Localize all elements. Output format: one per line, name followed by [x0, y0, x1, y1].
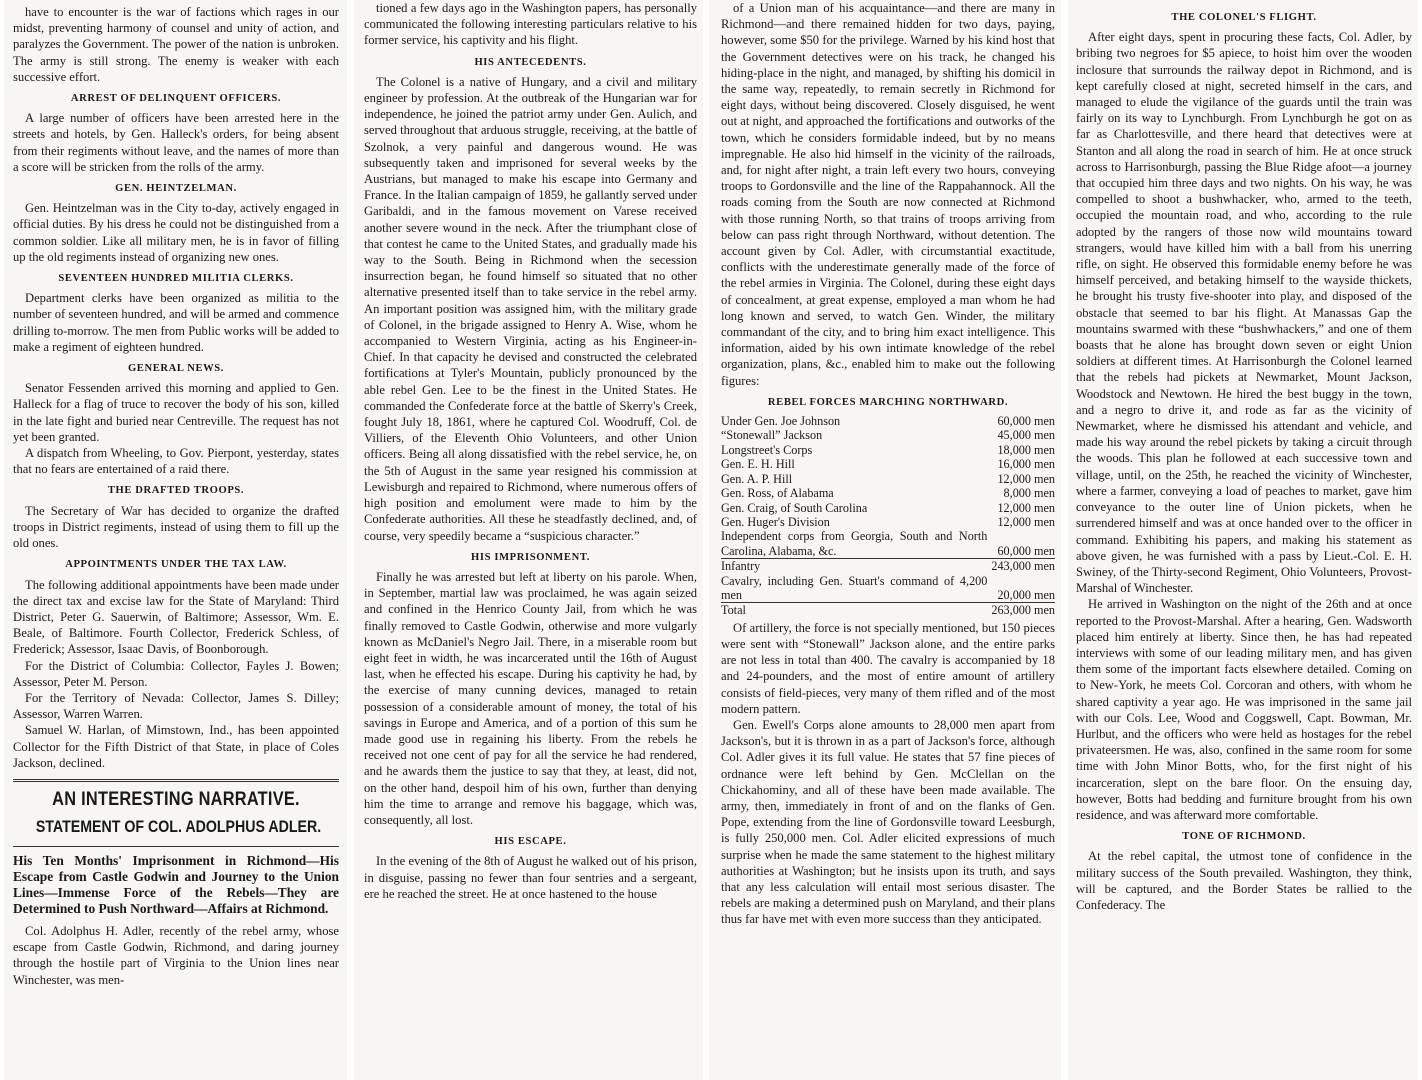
section-heading: THE COLONEL'S FLIGHT.	[1171, 12, 1317, 23]
narrative-header	[13, 779, 339, 847]
forces-row	[721, 414, 1055, 428]
forces-value: 45,000 men	[997, 428, 1055, 443]
article-paragraph: At the rebel capital, the utmost tone of confidence in the military success of the South prevailed. Washington, they think, will be captured, and the Border States be rallied to the Confederacy. The	[1076, 849, 1412, 912]
forces-row	[721, 515, 1055, 529]
column-3	[709, 0, 1061, 1080]
forces-label: Infantry	[721, 559, 987, 574]
forces-row	[721, 472, 1055, 486]
forces-label: Under Gen. Joe Johnson	[721, 414, 841, 429]
article-paragraph: Samuel W. Harlan, of Mimstown, Ind., has been appointed Collector for the Fifth District of that State, in place of Coles Jackson, declined.	[13, 723, 339, 770]
article-paragraph: Of artillery, the force is not specially mentioned, but 150 pieces were sent with “Stonewall” Jackson alone, and the entire parks are not less in total than 400. The cavalry is accompanied by 18 and 24-pounders, and the most of entire amount of artillery consists of field-pieces, very many of them rifled and of the most modern pattern.	[721, 620, 1055, 716]
section-heading: THE DRAFTED TROOPS.	[107, 485, 245, 497]
article-paragraph: After eight days, spent in procuring these facts, Col. Adler, by bribing two negroes for $5 apiece, to hoist him over the wooden inclosure that surrounds the railway depot in Richmond, and is kept carefully closed at night, secreted himself in the cars, and managed to elude the vigilance of the guards until the train was fairly on its way to Lynchburgh. From Lynchburgh he got on as far as Charlottesville, and there heard that detectives were at Stanton and all along the road in search of him. He at once struck across to Harrisonburgh, passing the Blue Ridge afoot—a journey that occupied him three days and two nights. On his way, he was compelled to shoot a bushwhacker, who, armed to the teeth, occupied the mountain road, and who, according to the rule adopted by the rangers of those now wild mountains toward strangers, would have killed him with a ball from his unerring rifle, on sight. He observed this formidable enemy before he was himself perceived, and betaking himself to the wayside thickets, he brought his trusty five-shooter into play, and disposed of the obstacle that seemed to bar his flight. At Manassas Gap the mountains swarmed with these “bushwhackers,” and one of them boasts that he alone has brought down seven or eight Union soldiers at different times. At Harrisonburgh the Colonel learned that the rebels had pickets at Newmarket, Mount Jackson, Woodstock and Newtown. He hired the best buggy in the town, and a negro to drive it, and rode as far as the vicinity of Newmarket, where he dismissed his attendant and vehicle, and made his way around the rebel pickets by taking a circuit through the woods. This plan he followed at each successive town and village, until, on the 25th, he reached the vicinity of Winchester, where a farmer, conveying a load of peaches to market, gave him conveyance to the outer line of Union pickets, when he surrendered himself and was at once handed over to the officer in command. Exhibiting his papers, and making his statement as above given, he was furnished with a pass by Lieut.-Col. E. H. Swiney, of the Thirty-second Regiment, Ohio Volunteers, Provost-Marshal of Winchester.	[1076, 30, 1412, 596]
article-paragraph: Gen. Ewell's Corps alone amounts to 28,000 men apart from Jackson's, but it is thrown in as a part of Jackson's force, although Col. Adler gives it its full value. He states that 57 fine pieces of ordnance were left behind by Gen. McClellan on the Chickahominy, and all of these have been made available. The army, then, immediately in front of and on the flanks of Gen. Pope, extending from the line of Gordonsville toward Leesburgh, is fully 250,000 men. Col. Adler elicited expressions of much surprise when he made the same statement to the highest military authorities at Washington; but he insists upon its truth, and says that any less calculation will entail most serious disaster. The rebels are making a determined push on Maryland, and their plans thus far have met with even more success than they anticipated.	[721, 717, 1055, 927]
section-heading: APPOINTMENTS UNDER THE TAX LAW.	[65, 559, 287, 571]
article-paragraph: The Secretary of War has decided to organize the drafted troops in District regiments, instead of using them to fill up the old ones.	[13, 503, 339, 551]
column-4	[1068, 0, 1418, 1080]
article-paragraph: The Colonel is a native of Hungary, and a civil and military engineer by profession. At the outbreak of the Hungarian war for independence, he joined the patriot army under Gen. Aulich, and served throughout that arduous struggle, receiving, at the battle of Szolnok, a very painful and dangerous wound. He was subsequently taken and imprisoned for several weeks by the Austrians, but managed to make his escape into Germany and France. In the Italian campaign of 1859, he gallantly served under Garibaldi, and in the famous movement on Varese received another severe wound in the neck. After the triumphant close of that contest he came to the United States, and gradually made his way to the South. Being in Richmond when the secession insurrection began, he found himself so situated that no other alternative presented itself than to take service in the rebel army. An important position was assigned him, with the military grade of Colonel, in the brigade assigned to Henry A. Wise, whom he accompanied to Western Virginia, acting as his Engineer-in-Chief. In that capacity he devised and constructed the celebrated fortifications at Tyler's Mountain, publicly pronounced by the able rebel Gen. Lee to be the finest in the United States. He commanded the Confederate force at the battle of Skerry's Creek, fought July 18, 1861, where he captured Col. Woodruff, Col. de Villiers, of the Eleventh Ohio Volunteers, and other Union officers. Being all along dissatisfied with the rebel service, he, on the 5th of August in the same year resigned his commission at Lewisburgh and repaired to Richmond, where numerous offers of high position and emolument were made to him by the Confederate authorities. All these he steadfastly declined, and, of course, very speedily became a “suspicious character.”	[364, 74, 697, 543]
forces-row	[721, 457, 1055, 471]
forces-value: 18,000 men	[997, 442, 1055, 457]
article-paragraph: For the District of Columbia: Collector, Fayles J. Bowen; Assessor, Peter M. Person.	[13, 658, 339, 689]
article-paragraph: The following additional appointments have been made under the direct tax and excise law for the State of Maryland: Third District, Peter G. Sauerwin, of Baltimore; Assessor, Wm. E. Beale, of Baltimore. Fourth Collector, Frederick Schless, of Frederick; Assessor, Isaac Davis, of Boonborough.	[13, 577, 339, 657]
article-paragraph: A dispatch from Wheeling, to Gov. Pierpont, yesterday, states that no fears are entertained of a raid there.	[13, 446, 339, 477]
forces-label: Gen. A. P. Hill	[721, 471, 793, 486]
column-1	[4, 0, 347, 1080]
section-heading: GEN. HEINTZELMAN.	[115, 183, 237, 195]
article-paragraph: A large number of officers have been arrested here in the streets and hotels, by Gen. Halleck's orders, for being absent from their regiments without leave, and the names of more than a score will be stricken from the rolls of the army.	[13, 111, 339, 174]
section-heading: REBEL FORCES MARCHING NORTHWARD.	[767, 396, 1009, 408]
forces-row	[721, 443, 1055, 457]
forces-row	[721, 603, 1055, 618]
forces-label: Gen. Ross, of Alabama	[721, 486, 834, 501]
forces-row	[721, 559, 1055, 574]
section-heading: HIS IMPRISONMENT.	[471, 551, 590, 563]
forces-value: 12,000 men	[997, 500, 1055, 515]
forces-value: 20,000 men	[997, 587, 1055, 602]
section-heading: GENERAL NEWS.	[127, 363, 225, 375]
section-heading: ARREST OF DELINQUENT OFFICERS.	[70, 93, 282, 105]
article-paragraph: For the Territory of Nevada: Collector, James S. Dilley; Assessor, Warren Warren.	[13, 690, 339, 722]
forces-value: 243,000 men	[987, 559, 1055, 574]
forces-value: 60,000 men	[997, 414, 1055, 429]
article-paragraph: Finally he was arrested but left at liberty on his parole. When, in September, martial law was proclaimed, he was again seized and confined in the Henrico County Jail, from which he was finally removed to Castle Godwin, otherwise and more vulgarly known as McDaniel's Negro Jail. There, in a miserable room but eight feet in width, he was incarcerated until the 16th of August last, when he effected his escape. During his captivity he had, by the exercise of many cunning devices, managed to retain possession of a considerable amount of money, the total of his savings in Europe and America, and of a portion of this sum he made good use in regaining his liberty. From the rebels he received not one cent of pay for all the service he had rendered, and he awards them the justice to say that they, at least, did not, on the other hand, despoil him of his own, further than denying him the time to arrange and remove his baggage, which was, consequently, all lost.	[364, 569, 697, 827]
article-paragraph: In the evening of the 8th of August he walked out of his prison, in disguise, passing no fewer than four sentries and a sergeant, ere he reached the street. He at once hastened to the house	[364, 854, 697, 901]
article-paragraph: of a Union man of his acquaintance—and there are many in Richmond—and there remained hidden for two days, paying, however, some $50 for the privilege. Warned by his kind host that the Government detectives were on his track, he changed his hiding-place in the night, and managed, by shifting his domicil in the same way, repeatedly, to remain secretly in Richmond for eight days, without being discovered. Closely disguised, he went out at night, and approached the fortifications and outworks of the town, which he considers formidable indeed, but by no means impregnable. He also hid himself in the vicinity of the railroads, and, for night after night, a train left every two hours, conveying troops to Gordonsville and the line of the Rappahannock. All the roads coming from the South are now connected at Richmond with those running North, so that trains of troops arriving from below can pass right through Northward, without detention. The account given by Col. Adler, with circumstantial exactitude, conflicts with the underestimate generally made of the force of the rebel armies in Virginia. The Colonel, during these eight days of concealment, at great expense, employed a man whom he had long known and served, to watch Gen. Winder, the military commandant of the city, and to bring him exact intelligence. This information, aided by his own intimate knowledge of the rebel organization, plans, &c., enabled him to make out the following figures:	[721, 1, 1055, 388]
section-heading: SEVENTEEN HUNDRED MILITIA CLERKS.	[58, 273, 294, 285]
forces-label: Independent corps from Georgia, South and North Carolina, Alabama, &c.	[721, 529, 988, 558]
article-paragraph: tioned a few days ago in the Washington papers, has personally communicated the following interesting particulars relative to his former service, his captivity and his flight.	[364, 1, 697, 48]
article-paragraph: He arrived in Washington on the night of the 26th and at once reported to the Provost-Marshal. After a hearing, Gen. Wadsworth placed him entirely at liberty. Since then, he has had repeated interviews with some of our leading military men, and has given them some of the important facts elsewhere detailed. Coming on to New-York, he meets Col. Corcoran and others, with whom he shared captivity a year ago. He was imprisoned in the same jail with our Cols. Lee, Wood and Coggswell, Capt. Bowman, Mr. Hurlbut, and the officers who were held as hostages for the rebel privateersmen. He was, also, confined in the same room for some time with John Minor Botts, who, for the first night of his incarceration, slept on the bare floor. On the ensuing day, however, Botts had bedding and furniture brought from his own residence, and was afterward more comfortable.	[1076, 597, 1412, 822]
rebel-forces-table	[721, 414, 1055, 618]
section-heading: HIS ESCAPE.	[494, 836, 567, 848]
forces-label: Gen. Huger's Division	[721, 514, 830, 529]
forces-label: Longstreet's Corps	[721, 442, 813, 457]
article-paragraph: Gen. Heintzelman was in the City to-day, actively engaged in official duties. By his dress he could not be distinguished from a common soldier. Like all military men, he is in favor of filling up the old regiments instead of organizing new ones.	[13, 201, 339, 264]
article-paragraph: Department clerks have been organized as militia to the number of seventeen hundred, and will be armed and commence drilling to-morrow. The men from Public works will be added to make a regiment of eighteen hundred.	[13, 291, 339, 354]
narrative-deck: His Ten Months' Imprisonment in Richmond—His Escape from Castle Godwin and Journey to the Union Lines—Immense Force of the Rebels—They are Determined to Push Northward—Affairs at Richmond.	[13, 852, 339, 916]
forces-label: Gen. Craig, of South Carolina	[721, 500, 868, 515]
forces-row	[721, 428, 1055, 442]
forces-label: Cavalry, including Gen. Stuart's command of 4,200 men	[721, 573, 988, 602]
column-2	[354, 0, 703, 1080]
forces-value: 60,000 men	[997, 543, 1055, 558]
forces-label: Total	[721, 603, 987, 618]
forces-value: 12,000 men	[997, 471, 1055, 486]
forces-label: “Stonewall” Jackson	[721, 428, 823, 443]
article-paragraph: have to encounter is the war of factions which rages in our midst, preventing harmony of counsel and unity of action, and paralyzes the Government. The power of the nation is unbroken. The army is still strong. The enemy is weaker with each successive effort.	[13, 5, 339, 84]
forces-row	[721, 486, 1055, 500]
narrative-subtitle: STATEMENT OF COL. ADOLPHUS ADLER.	[35, 817, 322, 836]
narrative-lead: Col. Adolphus H. Adler, recently of the rebel army, whose escape from Castle Godwin, Richmond, and daring journey through the hostile part of Virginia to the Union lines near Winchester, was men-	[13, 923, 339, 987]
forces-value: 263,000 men	[987, 603, 1055, 618]
forces-value: 12,000 men	[997, 514, 1055, 529]
narrative-title: AN INTERESTING NARRATIVE.	[52, 788, 300, 810]
section-heading: TONE OF RICHMOND.	[1182, 831, 1306, 843]
forces-row	[721, 501, 1055, 515]
forces-value: 16,000 men	[997, 457, 1055, 472]
forces-row	[721, 529, 1055, 558]
forces-label: Gen. E. H. Hill	[721, 457, 795, 472]
forces-row	[721, 574, 1055, 603]
section-heading: HIS ANTECEDENTS.	[474, 56, 587, 68]
article-paragraph: Senator Fessenden arrived this morning and applied to Gen. Halleck for a flag of truce to recover the body of his son, killed in the late fight and buried near Centreville. The request has not yet been granted.	[13, 381, 339, 444]
forces-value: 8,000 men	[1003, 486, 1055, 501]
